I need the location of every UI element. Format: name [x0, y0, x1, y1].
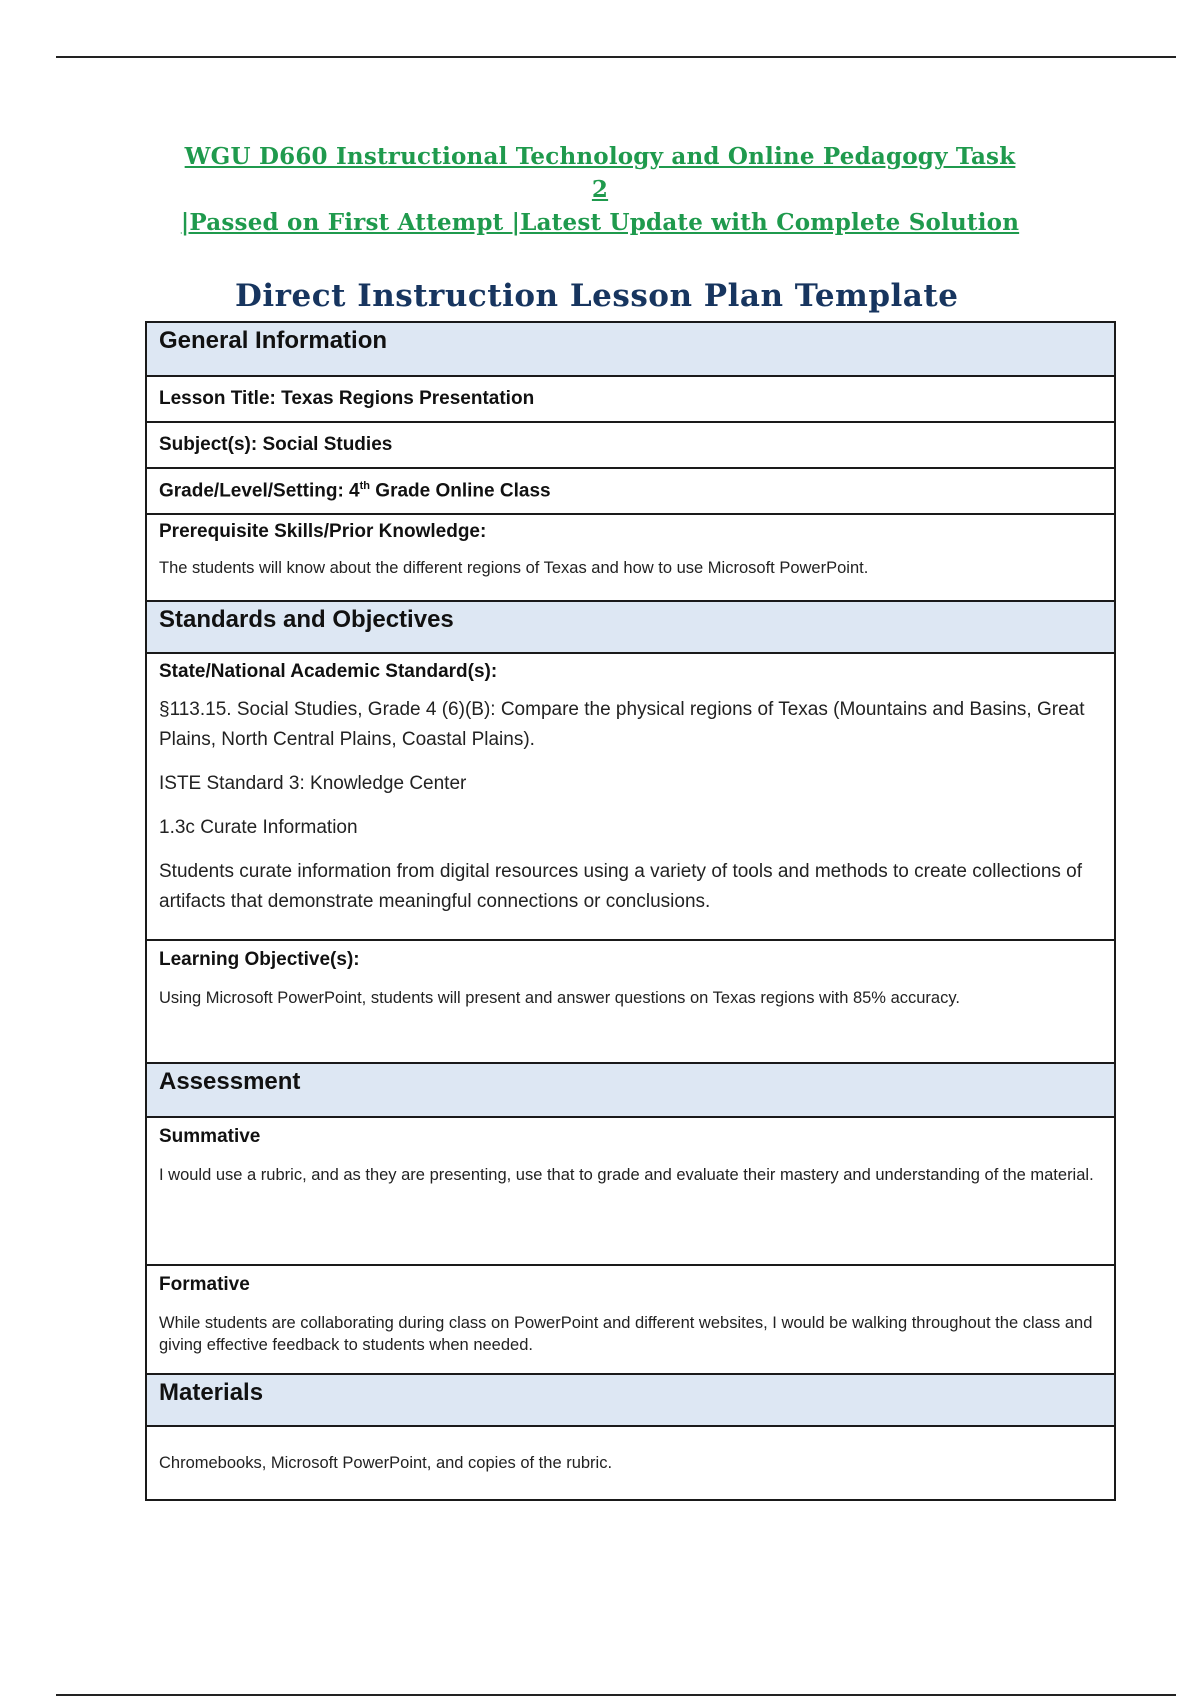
- curate-information-text: Students curate information from digital resources using a variety of tools and methods to create collections of artifacts that demonstrate meaningful connections or conclusions.: [159, 861, 1083, 912]
- iste-standard: ISTE Standard 3: Knowledge Center: [159, 773, 467, 794]
- summative-label: Summative: [159, 1126, 261, 1147]
- template-title: Direct Instruction Lesson Plan Template: [235, 278, 959, 314]
- formative-label: Formative: [159, 1274, 250, 1295]
- state-standard-text: §113.15. Social Studies, Grade 4 (6)(B): Compare the physical regions of Texas (Mountains and Basins, Great Plains, North Central Plains, Coastal Plains).: [159, 699, 1085, 750]
- lesson-title-row: [147, 377, 1114, 423]
- formative-row: [147, 1266, 1114, 1375]
- academic-standards-row: [147, 654, 1114, 941]
- bottom-rule: [56, 1694, 1176, 1696]
- lesson-title: Lesson Title: Texas Regions Presentation: [159, 388, 535, 409]
- document-title-link[interactable]: [180, 140, 1020, 239]
- learning-objectives-row: [147, 941, 1114, 1064]
- subjects: Subject(s): Social Studies: [159, 434, 393, 455]
- subjects-row: [147, 423, 1114, 469]
- prerequisite-text: The students will know about the different regions of Texas and how to use Microsoft PowerPoint.: [159, 559, 869, 577]
- academic-standards-label: State/National Academic Standard(s):: [159, 661, 498, 682]
- section-assessment: [147, 1064, 1114, 1118]
- learning-objectives-text: Using Microsoft PowerPoint, students will present and answer questions on Texas regions with 85% accuracy.: [159, 989, 960, 1007]
- lesson-plan-table: [145, 321, 1116, 1501]
- section-heading: Materials: [159, 1379, 264, 1406]
- section-heading: Assessment: [159, 1068, 301, 1095]
- document-title-line-2[interactable]: |Passed on First Attempt |Latest Update with Complete Solution: [180, 209, 1020, 236]
- formative-text: While students are collaborating during class on PowerPoint and different websites, I would be walking throughout the class and giving effective feedback to students when needed.: [159, 1314, 1093, 1354]
- section-general-information: [147, 323, 1114, 377]
- document-title-line-1[interactable]: WGU D660 Instructional Technology and Online Pedagogy Task 2: [184, 143, 1016, 203]
- grade-prefix: Grade/Level/Setting: 4: [159, 480, 360, 502]
- curate-information: 1.3c Curate Information: [159, 817, 358, 838]
- section-heading: General Information: [159, 327, 388, 354]
- materials-text: Chromebooks, Microsoft PowerPoint, and copies of the rubric.: [159, 1454, 613, 1472]
- grade-superscript: th: [359, 479, 371, 492]
- grade-suffix: Grade Online Class: [370, 480, 551, 502]
- learning-objectives-label: Learning Objective(s):: [159, 949, 360, 970]
- grade-level-setting: [159, 480, 551, 502]
- prerequisite-label: Prerequisite Skills/Prior Knowledge:: [159, 521, 487, 542]
- summative-row: [147, 1118, 1114, 1266]
- section-standards-objectives: [147, 602, 1114, 654]
- section-heading: Standards and Objectives: [159, 606, 454, 633]
- grade-level-row: [147, 469, 1114, 515]
- top-rule: [56, 56, 1176, 58]
- summative-text: I would use a rubric, and as they are presenting, use that to grade and evaluate their mastery and understanding of the material.: [159, 1166, 1094, 1184]
- prerequisite-row: [147, 515, 1114, 602]
- materials-row: [147, 1427, 1114, 1501]
- section-materials: [147, 1375, 1114, 1427]
